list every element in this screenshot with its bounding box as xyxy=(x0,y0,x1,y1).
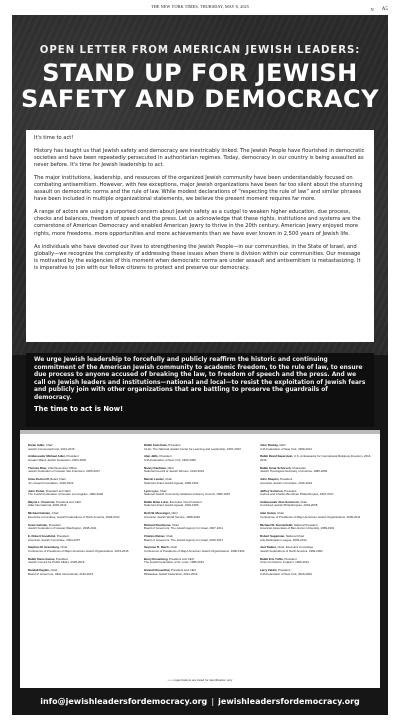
signatory-organization: Board of Governors, The Jewish Agency for Israel, 2016-2017 xyxy=(144,537,224,542)
signatory-entry xyxy=(260,524,372,531)
signatory-entry xyxy=(144,569,256,576)
signatory-entry xyxy=(144,467,256,474)
signatory-title: Executive Vice President xyxy=(169,499,202,504)
signatories-column xyxy=(260,444,372,581)
footer-separator: | xyxy=(211,696,215,706)
signatory-entry xyxy=(260,535,372,542)
signatory-title: President xyxy=(168,443,181,447)
signatory-organization: National United Jewish Appeal, 1990-1992 xyxy=(144,480,199,485)
signatory-organization: UJA-Federation of New York, 2000-2003 xyxy=(260,571,312,576)
signatory-name: Rabbi Ismar Schorsch, xyxy=(260,465,292,470)
signatory-entry xyxy=(28,535,140,542)
signatory-title: Chair xyxy=(165,477,173,482)
signatory-title: Chair xyxy=(300,499,308,504)
signatory-entry xyxy=(144,455,256,462)
signatory-organization: Hillel International, 2006-2013 xyxy=(28,503,67,508)
signatory-name: Rabbi Eric Yoffie, xyxy=(260,556,284,561)
signatory-name: Randall Kaplan, xyxy=(28,568,50,573)
signatory-name: Karen Adler, xyxy=(28,443,45,447)
signatory-organization: Jim Joseph Foundation, 2020-2023 xyxy=(28,480,74,485)
signatory-entry xyxy=(28,546,140,553)
signatory-entry xyxy=(260,546,372,553)
signatory-organization: Jewish Communal Fund, 2013-2015 xyxy=(28,446,75,451)
signatory-entry xyxy=(144,535,256,542)
signatory-organization: Jewish Council for Public Affairs, 2005-2016 xyxy=(28,560,85,565)
signatory-organization: American Jewish World Service, 1998-2020 xyxy=(144,514,201,519)
signatory-entry xyxy=(260,569,372,576)
signatory-entry xyxy=(144,524,256,531)
signatory-title: Chair xyxy=(170,545,178,550)
signatory-entry xyxy=(144,501,256,508)
signatory-name: John Shapiro, xyxy=(260,477,280,482)
signatories-column xyxy=(144,444,256,581)
signatory-organization: Executive Committee, Jewish Federations of North America, 2009-2012 xyxy=(28,514,120,519)
signatory-name: Joel Tauber, xyxy=(260,545,277,550)
signatory-entry xyxy=(28,558,140,565)
signatory-name: Hannah Rosenthal, xyxy=(144,568,171,573)
signatory-name: E. Robert Goodkind, xyxy=(28,534,56,538)
signatory-title: President and CEO xyxy=(56,499,81,504)
footer-email-link[interactable]: info@jewishleadersfordemocracy.org xyxy=(40,696,208,706)
signatory-entry xyxy=(144,546,256,553)
signatory-name: Ambassador Alan Solomont, xyxy=(260,499,300,504)
signatory-entry xyxy=(28,569,140,576)
signatory-name: Wayne L. Firestone, xyxy=(28,499,56,504)
letter-paragraph: As individuals who have devoted our lives to strengthening the Jewish People—in our communities, in the State of Israel, and globally—we recognize the complexity of addressing these issues when there is division within our communities. Our message is motivated by the exigencies of this moment when democratic norms are under assault and antisemitism is metastasizing. It is imperative to join with our fellow citizens to protect and preserve our democracy. xyxy=(34,243,361,271)
letter-paragraph: History has taught us that Jewish safety and democracy are inextricably linked. The Jewish People have flourished in democratic societies and have been repeatedly persecuted in authoritarian regimes. Today, democracy in our country is being assaulted as never before. It's time for Jewish leadership to act. xyxy=(34,148,365,169)
signatory-name: Ambassador Michael Adler, xyxy=(28,454,66,459)
signatory-name: Marvin Lender, xyxy=(144,477,165,482)
signatory-entry xyxy=(144,444,256,451)
signatory-name: John Fishel, xyxy=(28,488,45,493)
signatory-organization: Conference of Presidents of Major American Jewish Organizations, 2009-2011 xyxy=(260,514,361,519)
signatory-organization: Conference of Presidents of Major American Jewish Organizations, 1990-1992 xyxy=(144,548,245,553)
signatory-title: National President xyxy=(293,522,318,527)
signatory-organization: UJA-Federation of New York, 1993-1996 xyxy=(144,457,196,462)
signatory-organization: Jewish Federation of Greater Washington, 2008-2011 xyxy=(28,526,97,531)
signatory-entry xyxy=(260,512,372,519)
signatory-title: President xyxy=(66,454,79,459)
signatory-name: Ruth W. Messinger, xyxy=(144,511,171,516)
callout-text: We urge Jewish leadership to forcefully and publicly reaffirm the historic and continuing commitment of the American Jewish community to academic freedom, to the rule of law, to ensure due process to anyone accused of breaking the law, to freedom of speech and the press. And we call on Jewish leaders and institutions—national and local—to resist the exploitation of Jewish fears and publicly join with other organizations that are battling to preserve the guardrails of democracy. xyxy=(34,357,366,401)
signatory-entry xyxy=(144,512,256,519)
signatory-name: Rabbi Steve Gutow, xyxy=(28,556,56,561)
signatory-organization: Union for Reform Judaism, 1996-2012 xyxy=(260,560,310,565)
signatory-name: Michael Gelman, xyxy=(28,511,51,516)
ad-headline-line1: STAND UP FOR JEWISH xyxy=(42,59,358,87)
signatory-title: President xyxy=(55,556,69,561)
signatory-entry xyxy=(28,512,140,519)
signatory-title: Chair, Executive Committee xyxy=(277,545,314,550)
signatory-name: Rabbi Brian Lurie, xyxy=(144,499,169,504)
signatory-organization: CLAL: The National Jewish Center for Learning and Leadership, 1997-2023 xyxy=(144,446,241,451)
signatory-entry xyxy=(144,478,256,485)
signatory-organization: Milwaukee Jewish Federation, 2012-2019 xyxy=(144,571,198,576)
signatory-name: Michael W. Sonnenfeldt, xyxy=(260,522,294,527)
signatory-entry xyxy=(260,501,372,508)
signatory-organization: Anti-Defamation League, 2009-2012 xyxy=(260,537,307,542)
signatory-organization: UJA-Federation of New York, 1999-2014 xyxy=(260,446,312,451)
letter-body xyxy=(26,130,374,342)
signatory-entry xyxy=(260,558,372,565)
letter-paragraph: A range of actors are using a purported concern about Jewish safety as a cudgel to weaken higher education, due process, checks and balances, freedom of speech and the press. Let us acknowledge that these rights, institutions and systems are the cornerstone of American Democracy and enabled American Jewry to thrive in the 20th century. American Jewry enjoyed more rights, more freedoms, more opportunities and more achievements than we have ever known in 2,500 years of Jewish life. xyxy=(34,209,361,237)
signatory-entry xyxy=(260,444,372,451)
signatory-title: CEO xyxy=(279,443,286,447)
signatory-organization: American Jewish Committee, 2004-2007 xyxy=(28,537,81,542)
signatories-column xyxy=(28,444,140,581)
footer-website-link[interactable]: jewishleadersfordemocracy.org xyxy=(218,696,360,706)
signatory-title: President xyxy=(159,454,172,459)
ad-footer xyxy=(12,691,388,711)
call-to-action: The time to act is Now! xyxy=(34,405,124,413)
signatories-note: • • • organizations are listed for identification only xyxy=(167,678,233,682)
letter-paragraph: The major institutions, leadership, and resources of the organized Jewish community have been understandably focused on combating antisemitism. However, with few exceptions, major Jewish organizations have been far too silent about the stunning assault on democratic norms and the rule of law. While modest declarations of “respecting the rule of law” and similar phrases have been included in multiple organizational statements, we believe the present moment requires far more. xyxy=(34,175,363,203)
masthead-section: N xyxy=(370,6,374,12)
signatory-entry xyxy=(144,558,256,565)
signatory-title: President and CEO xyxy=(169,556,194,561)
signatory-name: Alisa Doctoroff, xyxy=(28,477,50,482)
signatory-organization: Board of Governors, Hillel International, 2010-2015 xyxy=(28,571,94,576)
signatory-organization: National Council of Jewish Women, 2010-2019 xyxy=(144,469,205,474)
signatory-organization: The Jewish Federation of Greater Los Angeles, 1992-2002 xyxy=(28,492,104,497)
signatory-entry xyxy=(144,490,256,497)
signatory-title: CEO xyxy=(171,511,178,516)
signatory-title: President xyxy=(284,488,297,493)
signatory-name: Barry Rosenberg, xyxy=(144,556,169,561)
open-letter-ad xyxy=(12,15,388,715)
signatory-title: Chair xyxy=(60,545,68,550)
signatory-organization: Jewish Federations of North America, 1999-2002 xyxy=(260,548,323,553)
signatory-title: CEO xyxy=(167,465,174,470)
signatories-panel xyxy=(20,430,380,688)
signatory-entry xyxy=(28,490,140,497)
signatory-title: U.S. Ambassador for International Religious Freedom, 2014-2016 xyxy=(260,454,372,462)
signatory-entry xyxy=(260,467,372,474)
signatory-name: Seymour D. Reich, xyxy=(144,545,170,550)
signatory-entry xyxy=(28,467,140,474)
signatory-name: Stephen M. Greenberg, xyxy=(28,545,60,550)
signatory-entry xyxy=(260,455,372,462)
ad-subhead: OPEN LETTER FROM AMERICAN JEWISH LEADERS: xyxy=(39,45,361,56)
ad-headline-line2: SAFETY AND DEMOCRACY xyxy=(21,85,379,113)
signatory-title: Chair xyxy=(159,488,167,493)
signatory-organization: Combined Jewish Philanthropies, 2003-2008 xyxy=(260,503,318,508)
masthead-paper-line: THE NEW YORK TIMES, THURSDAY, MAY 8, 2025 xyxy=(151,4,249,9)
signatory-title: President xyxy=(56,534,69,538)
signatory-entry xyxy=(28,455,140,462)
signatory-title: National Chair xyxy=(285,534,305,538)
signatory-name: John Ruskay, xyxy=(260,443,279,447)
signatory-organization: Jewish Theological Seminary of America, 1986-2006 xyxy=(260,469,328,474)
signatory-title: Chief Executive Officer xyxy=(47,465,78,470)
signatory-entry xyxy=(28,478,140,485)
signatory-organization: Andrea and Charles Bronfman Philanthropies, 1997-2017 xyxy=(260,492,334,497)
signatory-entry xyxy=(28,444,140,451)
signatory-name: Robert Sugarman, xyxy=(260,534,286,538)
signatory-name: Susie Gelman, xyxy=(28,522,48,527)
signatory-title: President xyxy=(278,568,291,573)
signatory-name: Alan Jaffe, xyxy=(144,454,159,459)
signatory-title: Chair xyxy=(277,511,285,516)
signatory-title: Chair xyxy=(51,511,59,516)
signatory-name: Charles Ratner, xyxy=(144,534,166,538)
signatory-name: Thomas Dine, xyxy=(28,465,47,470)
signatory-title: Chair xyxy=(166,534,173,538)
signatory-title: Chancellor xyxy=(292,465,306,470)
signatory-entry xyxy=(28,501,140,508)
signatory-organization: American Jewish Committee, 2016-2019 xyxy=(260,480,313,485)
signatory-name: Rabbi David Saperstein, xyxy=(260,454,294,459)
signatory-entry xyxy=(260,490,372,497)
signatory-name: Lynn Lyss, xyxy=(144,488,159,493)
signatory-title: President xyxy=(48,522,61,527)
signatory-organization: National Jewish Community Relations Advisory Council, 1995-1997 xyxy=(144,492,231,497)
signatory-organization: The Jewish Federation of St. Louis, 1995-2012 xyxy=(144,560,204,565)
signatory-title: President and CEO xyxy=(45,488,71,493)
newspaper-masthead xyxy=(0,0,400,14)
signatory-name: Nancy Kaufman, xyxy=(144,465,167,470)
signatory-name: Jeffrey Solomon, xyxy=(260,488,284,493)
signatory-name: Alan Solow, xyxy=(260,511,277,516)
signatory-title: Chair xyxy=(171,522,179,527)
callout-box xyxy=(26,353,374,427)
signatory-name: Larry Zeldin, xyxy=(260,568,278,573)
masthead-page-number: A5 xyxy=(381,6,388,12)
signatory-organization: American Associates of Ben-Gurion University, 1989-1991 xyxy=(260,526,335,531)
signatory-name: Rabbi Irwin Kula, xyxy=(144,443,168,447)
signatory-organization: Greater Miami Jewish Federation, 2004-2006 xyxy=(28,457,87,462)
signatory-title: Chair xyxy=(45,443,53,447)
signatory-organization: Board of Governors, The Jewish Agency for Israel, 2007-2011 xyxy=(144,526,223,531)
signatory-title: Chair xyxy=(50,568,58,573)
signatory-organization: Conference of Presidents of Major American Jewish Organizations, 2013-2016 xyxy=(28,548,129,553)
signatory-name: Richard Pearlstone, xyxy=(144,522,172,527)
signatory-organization: Jewish Federation of Greater San Francisco, 2005-2007 xyxy=(28,469,100,474)
signatory-title: President xyxy=(284,556,297,561)
ad-headline xyxy=(12,60,388,112)
signatory-title: President and CEO xyxy=(171,568,196,573)
signatory-entry xyxy=(260,478,372,485)
signatory-title: Board Chair xyxy=(50,477,66,482)
signatory-entry xyxy=(28,524,140,531)
signatory-title: President xyxy=(280,477,293,482)
signatory-organization: National United Jewish Appeal, 1991-1996 xyxy=(144,503,199,508)
letter-paragraph: It's time to act! xyxy=(34,135,74,141)
